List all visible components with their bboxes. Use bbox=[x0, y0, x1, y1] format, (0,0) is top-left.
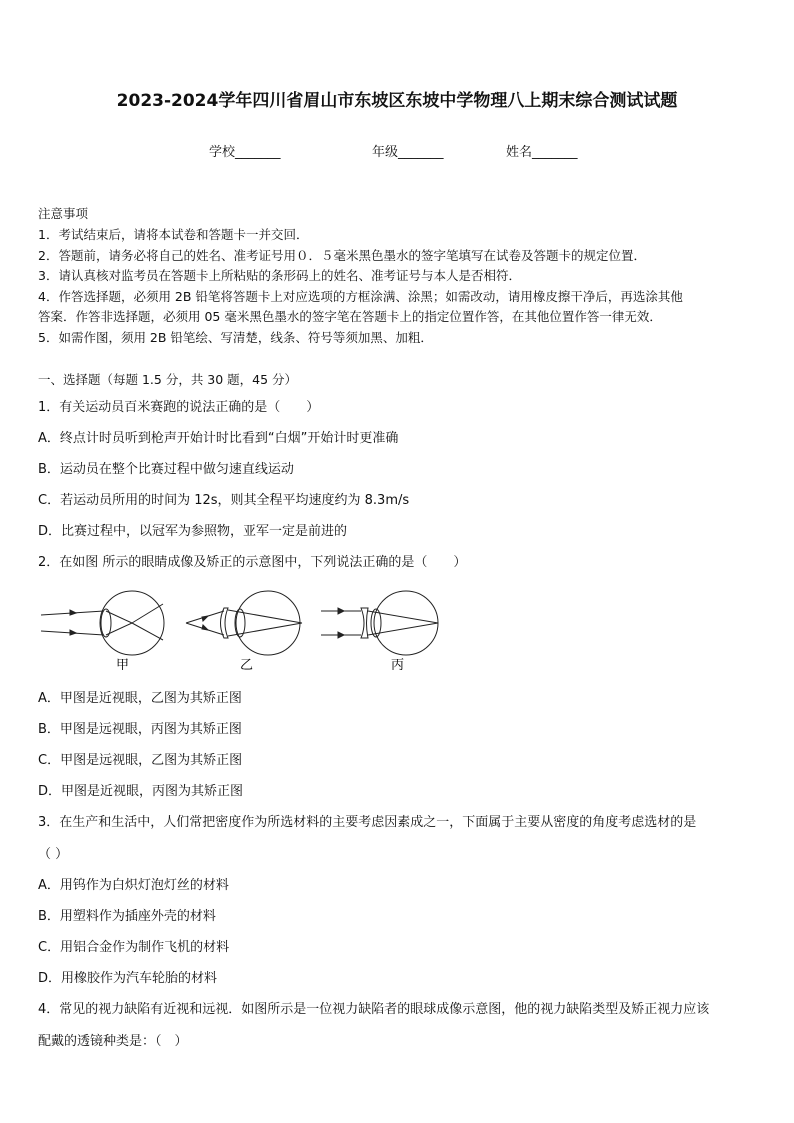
question-3-option-c: C．用铝合金作为制作飞机的材料 bbox=[38, 940, 230, 955]
question-1-option-a: A．终点计时员听到枪声开始计时比看到“白烟”开始计时更准确 bbox=[38, 431, 399, 446]
question-3-option-a: A．用钨作为白炽灯泡灯丝的材料 bbox=[38, 878, 229, 893]
question-2-option-a: A．甲图是近视眼，乙图为其矫正图 bbox=[38, 691, 242, 706]
question-3-option-b: B．用塑料作为插座外壳的材料 bbox=[38, 909, 216, 924]
note-item-1: 1．考试结束后，请将本试卷和答题卡一并交回． bbox=[38, 227, 309, 242]
question-3-stem: 3．在生产和生活中，人们常把密度作为所选材料的主要考虑因素成之一，下面属于主要从密度的角度考虑选材的是 bbox=[38, 815, 697, 830]
note-item-4-cont: 答案．作答非选择题，必须用 05 毫米黑色墨水的签字笔在答题卡上的指定位置作答，在其他位置作答一律无效． bbox=[38, 309, 662, 324]
eye-diagram bbox=[36, 590, 456, 670]
note-item-2: 2．答题前，请务必将自己的姓名、准考证号用０．５毫米黑色墨水的签字笔填写在试卷及答题卡的规定位置． bbox=[38, 248, 646, 263]
question-1-option-d: D．比赛过程中，以冠军为参照物，亚军一定是前进的 bbox=[38, 524, 348, 539]
name-field: 姓名_______ bbox=[506, 145, 578, 160]
question-2-stem: 2．在如图 所示的眼睛成像及矫正的示意图中，下列说法正确的是（ ） bbox=[38, 555, 467, 570]
question-2-option-c: C．甲图是远视眼，乙图为其矫正图 bbox=[38, 753, 243, 768]
question-1-option-c: C．若运动员所用的时间为 12s，则其全程平均速度约为 8.3m/s bbox=[38, 493, 410, 508]
question-4-stem: 4．常见的视力缺陷有近视和远视．如图所示是一位视力缺陷者的眼球成像示意图，他的视力缺陷类型及矫正视力应该 bbox=[38, 1002, 710, 1017]
note-item-3: 3．请认真核对监考员在答题卡上所粘贴的条形码上的姓名、准考证号与本人是否相符． bbox=[38, 268, 521, 283]
question-2-option-d: D．甲图是近视眼，丙图为其矫正图 bbox=[38, 784, 244, 799]
note-item-5: 5．如需作图，须用 2B 铅笔绘、写清楚，线条、符号等须加黑、加粗． bbox=[38, 330, 433, 345]
eye-diagram-bing bbox=[321, 591, 438, 655]
section-heading: 一、选择题（每题 1.5 分，共 30 题，45 分） bbox=[38, 372, 298, 387]
eye-diagram-figure bbox=[36, 590, 456, 670]
figure-label-jia: 甲 bbox=[116, 658, 130, 670]
figure-label-bing: 丙 bbox=[391, 658, 405, 670]
question-1-option-b: B．运动员在整个比赛过程中做匀速直线运动 bbox=[38, 462, 294, 477]
note-item-4: 4．作答选择题，必须用 2B 铅笔将答题卡上对应选项的方框涂满、涂黑；如需改动，请用橡皮擦干净后，再选涂其他 bbox=[38, 289, 683, 304]
eye-diagram-jia bbox=[41, 591, 164, 655]
notes-heading: 注意事项 bbox=[38, 206, 89, 221]
grade-field: 年级_______ bbox=[372, 145, 444, 160]
question-2-option-b: B．甲图是远视眼，丙图为其矫正图 bbox=[38, 722, 242, 737]
question-3-stem-cont: （ ） bbox=[38, 847, 69, 862]
eye-diagram-yi bbox=[186, 591, 302, 655]
school-field: 学校_______ bbox=[209, 145, 281, 160]
figure-label-yi: 乙 bbox=[240, 658, 254, 670]
question-3-option-d: D．用橡胶作为汽车轮胎的材料 bbox=[38, 971, 218, 986]
question-4-stem-cont: 配戴的透镜种类是：（ ） bbox=[38, 1034, 188, 1049]
page-title: 2023-2024学年四川省眉山市东坡区东坡中学物理八上期末综合测试试题 bbox=[116, 91, 678, 111]
question-1-stem: 1．有关运动员百米赛跑的说法正确的是（ ） bbox=[38, 400, 320, 415]
